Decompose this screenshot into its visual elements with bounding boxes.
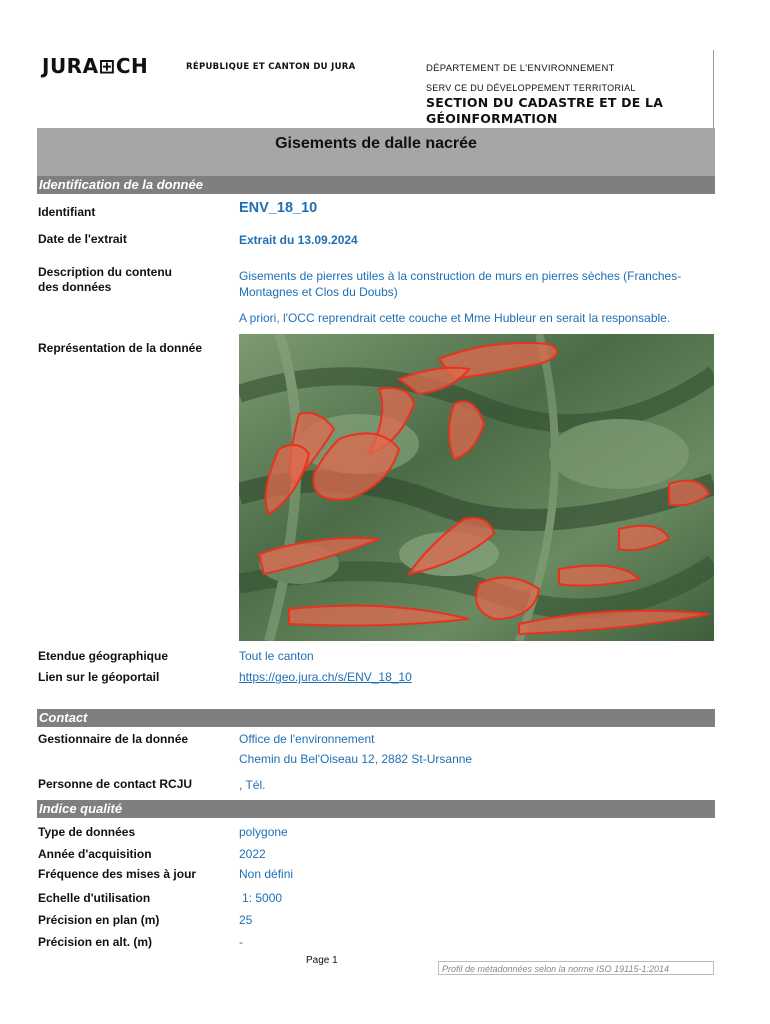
gestionnaire-address: Chemin du Bel'Oiseau 12, 2882 St-Ursanne: [239, 752, 473, 766]
identifiant-label: Identifiant: [38, 205, 96, 219]
identifiant-value: ENV_18_10: [239, 200, 318, 216]
personne-label: Personne de contact RCJU: [38, 777, 193, 791]
etendue-label: Etendue géographique: [38, 649, 169, 663]
date-value: Extrait du 13.09.2024: [239, 233, 358, 247]
quality-row-label: Echelle d'utilisation: [38, 891, 151, 905]
section-name: [426, 95, 663, 127]
section-line-2: GÉOINFORMATION: [426, 111, 558, 126]
map-image: [239, 334, 714, 641]
department-name: DÉPARTEMENT DE L'ENVIRONNEMENT: [426, 63, 615, 74]
jura-logo: JURA⊞CH: [42, 54, 149, 78]
gestionnaire-value: Office de l'environnement: [239, 732, 375, 746]
quality-row-value: 25: [239, 913, 253, 927]
lien-label: Lien sur le géoportail: [38, 670, 160, 684]
description-value-line-1: Gisements de pierres utiles à la construction de murs en pierres sèches (Franches-: [239, 269, 682, 283]
etendue-value: Tout le canton: [239, 649, 314, 663]
page-title: Gisements de dalle nacrée: [275, 135, 477, 152]
description-label-line-2: des données: [38, 280, 112, 294]
quality-row-value: 1: 5000: [242, 891, 283, 905]
description-label: [38, 265, 172, 295]
metadata-profile-note: Profil de métadonnées selon la norme ISO 19115-1:2014: [438, 961, 714, 975]
quality-row-label: Précision en plan (m): [38, 913, 160, 927]
geoportail-link[interactable]: https://geo.jura.ch/s/ENV_18_10: [239, 670, 412, 684]
page-number: Page 1: [306, 955, 338, 966]
gestionnaire-label: Gestionnaire de la donnée: [38, 732, 189, 746]
description-value-line-2: Montagnes et Clos du Doubs): [239, 285, 398, 299]
header-divider: [713, 50, 714, 130]
description-value: [239, 268, 681, 300]
quality-row-label: Année d'acquisition: [38, 847, 152, 861]
description-label-line-1: Description du contenu: [38, 265, 173, 279]
quality-row-value: Non défini: [239, 867, 294, 881]
description-note: A priori, l'OCC reprendrait cette couche et Mme Hubleur en serait la responsable.: [239, 311, 671, 325]
quality-row-value: 2022: [239, 847, 266, 861]
section-header-qualite: Indice qualité: [37, 800, 715, 818]
quality-row-value: polygone: [239, 825, 288, 839]
quality-row-label: Précision en alt. (m): [38, 935, 153, 949]
representation-label: Représentation de la donnée: [38, 341, 203, 355]
quality-row-label: Type de données: [38, 825, 136, 839]
section-header-identification: Identification de la donnée: [37, 176, 715, 194]
section-header-contact: Contact: [37, 709, 715, 727]
data-representation-map: [239, 334, 714, 641]
date-label: Date de l'extrait: [38, 232, 127, 246]
section-line-1: SECTION DU CADASTRE ET DE LA: [426, 95, 664, 110]
quality-row-label: Fréquence des mises à jour: [38, 867, 197, 881]
service-name: SERV CE DU DÉVELOPPEMENT TERRITORIAL: [426, 83, 636, 93]
personne-value: , Tél.: [239, 778, 266, 792]
quality-row-value: -: [239, 935, 243, 949]
logo-subtitle: RÉPUBLIQUE ET CANTON DU JURA: [186, 62, 356, 72]
